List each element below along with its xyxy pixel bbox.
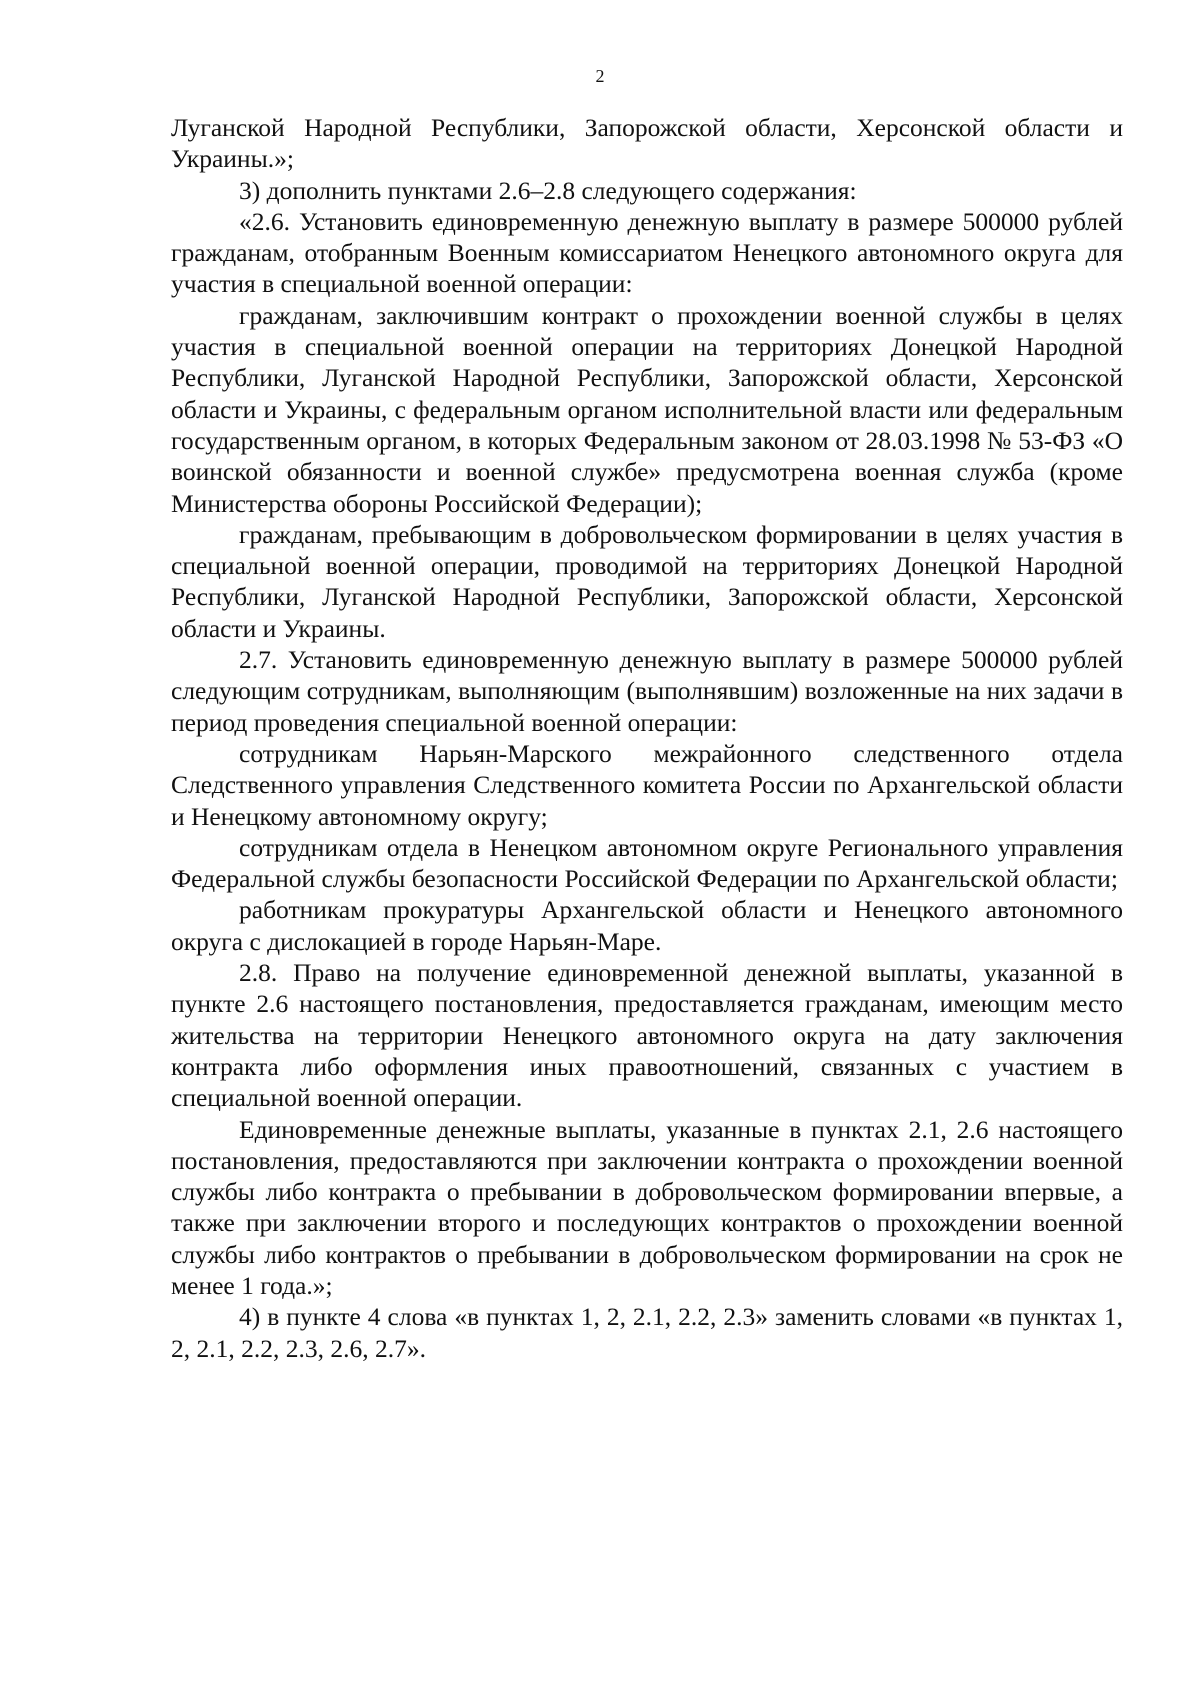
page-number: 2 (595, 66, 605, 86)
paragraph-continuation: Луганской Народной Республики, Запорожской области, Херсонской области и Украины.»; (171, 113, 1123, 174)
document-body (171, 112, 1123, 1364)
paragraph-clause-2-7-fsb: сотрудникам отдела в Ненецком автономном округе Регионального управления Федеральной службы безопасности Российской Федерации по Архангельской области; (171, 832, 1123, 894)
paragraph-clause-2-8: 2.8. Право на получение единовременной денежной выплаты, указанной в пункте 2.6 настоящего постановления, предоставляется гражданам, имеющим место жительства на территории Ненецкого автономного округа на дату заключения контракта либо оформления иных правоотношений, связанных с участием в специальной военной операции. (171, 958, 1123, 1113)
paragraph-clause-2-6-volunteer: гражданам, пребывающим в добровольческом формировании в целях участия в специальной военной операции, проводимой на территориях Донецкой Народной Республики, Луганской Народной Республики, Запорожской области, Херсонской области и Украины. (171, 519, 1123, 643)
paragraph-clause-2-7-prosecutors: работникам прокуратуры Архангельской области и Ненецкого автономного округа с дислокацией в городе Нарьян-Маре. (171, 895, 1123, 956)
paragraph-clause-2-6: «2.6. Установить единовременную денежную выплату в размере 500000 рублей гражданам, отобранным Военным комиссариатом Ненецкого автономного округа для участия в специальной военной операции: (171, 206, 1123, 299)
paragraph-item-4: 4) в пункте 4 слова «в пунктах 1, 2, 2.1, 2.2, 2.3» заменить словами «в пунктах 1, 2, 2.1, 2.2, 2.3, 2.6, 2.7». (171, 1302, 1123, 1363)
paragraph-item-3: 3) дополнить пунктами 2.6–2.8 следующего содержания: (239, 175, 857, 205)
paragraph-clause-2-7: 2.7. Установить единовременную денежную выплату в размере 500000 рублей следующим сотрудникам, выполняющим (выполнявшим) возложенные на них задачи в период проведения специальной военной операции: (171, 645, 1123, 737)
paragraph-clause-2-7-investigators: сотрудникам Нарьян-Марского межрайонного следственного отдела Следственного управления Следственного комитета России по Архангельской области и Ненецкому автономному округу; (171, 738, 1123, 831)
paragraph-clause-2-6-contract: гражданам, заключившим контракт о прохождении военной службы в целях участия в специальной военной операции на территориях Донецкой Народной Республики, Луганской Народной Республики, Запорожской области, Херсонской области и Украины, с федеральным органом исполнительной власти или федеральным государственным органом, в которых Федеральным законом от 28.03.1998 № 53-ФЗ «О воинской обязанности и военной службе» предусмотрена военная служба (кроме Министерства обороны Российской Федерации); (171, 300, 1123, 518)
paragraph-payments-conditions: Единовременные денежные выплаты, указанные в пунктах 2.1, 2.6 настоящего постановления, предоставляются при заключении контракта о прохождении военной службы либо контракта о пребывании в добровольческом формировании впервые, а также при заключении второго и последующих контрактов о прохождении военной службы либо контрактов о пребывании в добровольческом формировании на срок не менее 1 года.»; (171, 1114, 1123, 1300)
